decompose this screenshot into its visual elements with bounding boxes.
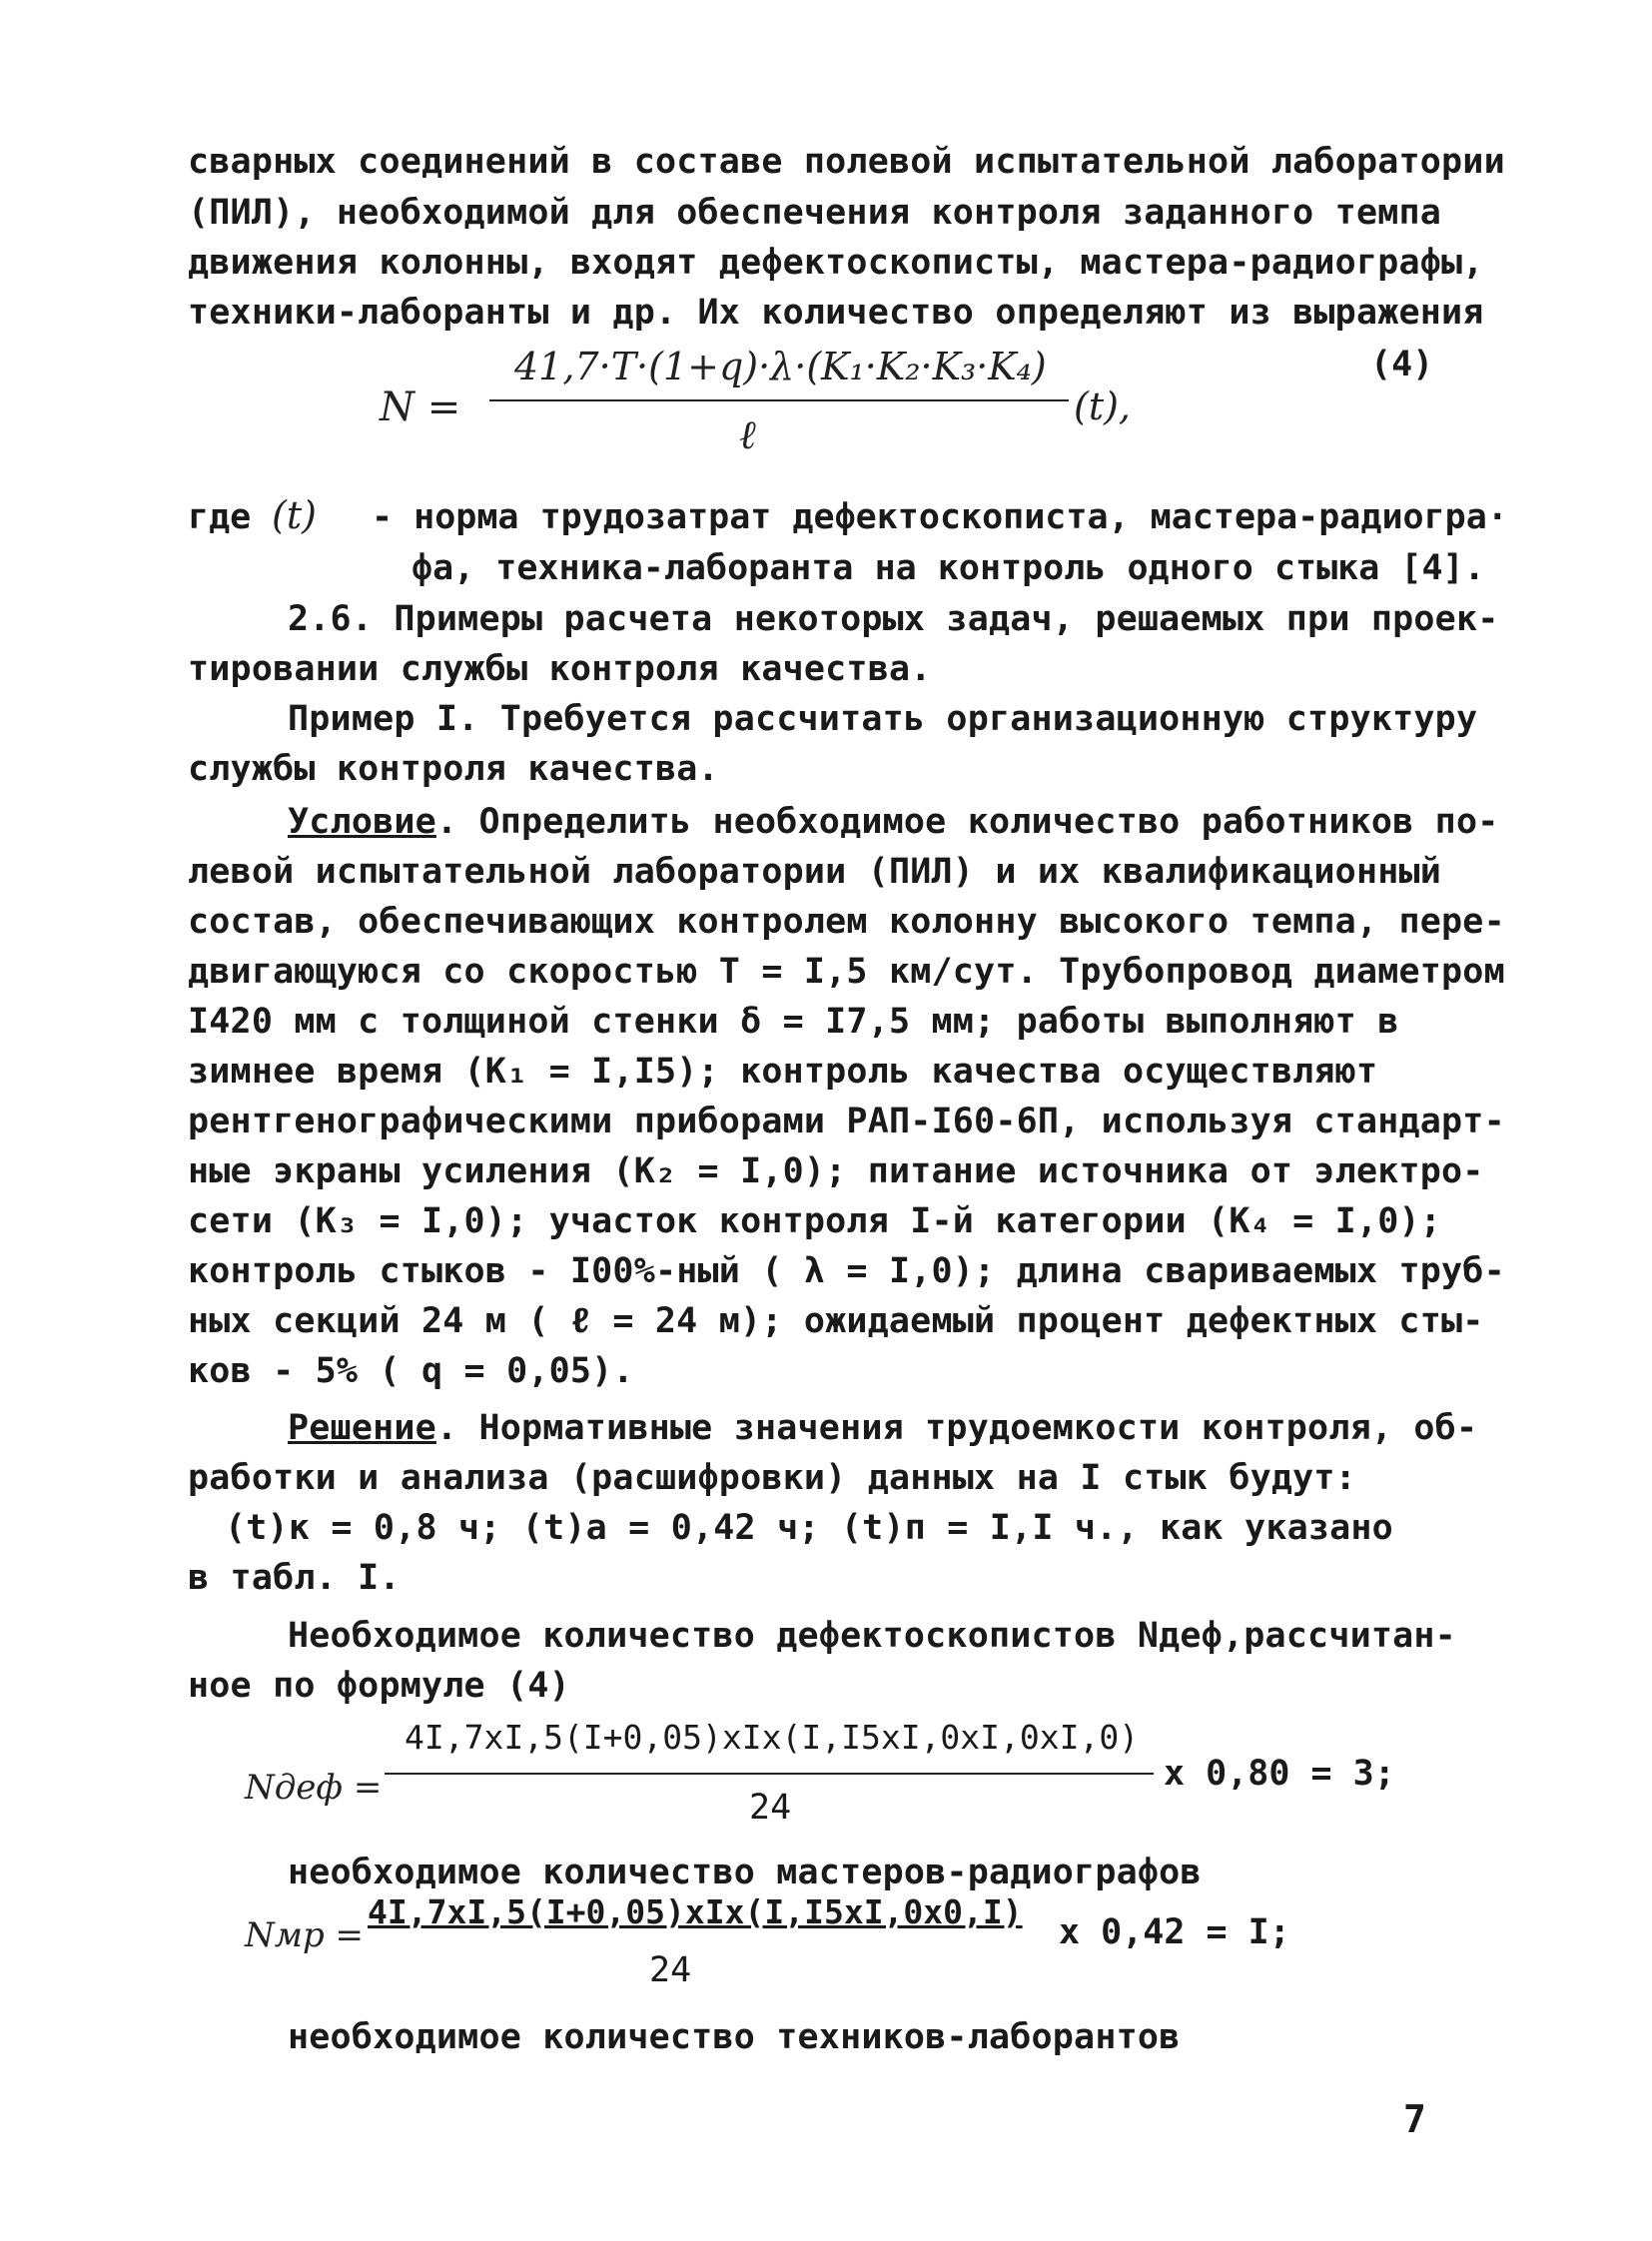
text-line: контроль стыков - I00%-ный ( λ = I,0); длина свариваемых труб- xyxy=(188,1251,1505,1291)
formula-suffix: x 0,42 = I; xyxy=(1059,1912,1290,1952)
equation-number: (4) xyxy=(1370,345,1434,384)
page-number: 7 xyxy=(1403,2097,1426,2141)
text-line: двигающуюся со скоростью T = I,5 км/сут. Трубопровод диаметром xyxy=(188,952,1505,992)
formula-denominator: 24 xyxy=(649,1950,692,1990)
text-line: движения колонны, входят дефектоскописты, мастера-радиографы, xyxy=(188,243,1484,283)
text-line: состав, обеспечивающих контролем колонну высокого темпа, пере- xyxy=(188,902,1505,942)
text-line: зимнее время (K₁ = I,I5); контроль качества осуществляют xyxy=(188,1052,1378,1092)
formula-denominator: ℓ xyxy=(739,412,756,458)
formula-lhs: Nмр = xyxy=(245,1915,364,1955)
text-line: рентгенографическими приборами РАП-I60-6П, используя стандарт- xyxy=(188,1102,1505,1141)
where-lead: где xyxy=(188,497,252,537)
text-line: ное по формуле (4) xyxy=(188,1666,570,1706)
text-line: необходимое количество техников-лаборантов xyxy=(288,2017,1181,2057)
text-line: тировании службы контроля качества. xyxy=(188,649,932,689)
text-line: Пример I. Требуется рассчитать организационную структуру xyxy=(288,699,1478,739)
formula-numerator: 41,7·T·(1+q)·λ·(K₁·K₂·K₃·K₄) xyxy=(514,345,1047,388)
formula-denominator: 24 xyxy=(749,1788,792,1828)
where-text: фа, техника-лаборанта на контроль одного стыка [4]. xyxy=(412,548,1485,588)
text-line: (t)к = 0,8 ч; (t)а = 0,42 ч; (t)п = I,I ч., как указано xyxy=(225,1508,1393,1548)
text-line: службы контроля качества. xyxy=(188,749,719,789)
text-line: техники-лаборанты и др. Их количество определяют из выражения xyxy=(188,293,1484,333)
formula-suffix: (t), xyxy=(1074,384,1131,428)
text-line: необходимое количество мастеров-радиографов xyxy=(288,1853,1202,1892)
formula-suffix: x 0,80 = 3; xyxy=(1164,1754,1395,1794)
formula-lhs: N = xyxy=(380,384,461,430)
text-line: ных секций 24 м ( ℓ = 24 м); ожидаемый процент дефектных сты- xyxy=(188,1301,1484,1341)
formula-lhs: Nдеф = xyxy=(245,1768,383,1808)
text-line: работки и анализа (расшифровки) данных на I стык будут: xyxy=(188,1458,1356,1498)
fraction-bar xyxy=(385,1773,1154,1775)
text-line: (ПИЛ), необходимой для обеспечения контроля заданного темпа xyxy=(188,193,1442,233)
text-line: 2.6. Примеры расчета некоторых задач, решаемых при проек- xyxy=(288,599,1499,639)
solution-paragraph: Решение. Нормативные значения трудоемкости контроля, об- xyxy=(288,1408,1478,1448)
solution-label: Решение xyxy=(288,1408,436,1448)
where-symbol: (t) xyxy=(272,493,317,537)
condition-label: Условие xyxy=(288,802,436,842)
formula-numerator: 4I,7xI,5(I+0,05)xIx(I,I5xI,0xI,0xI,0) xyxy=(405,1718,1140,1757)
text-line: сварных соединений в составе полевой испытательной лаборатории xyxy=(188,142,1505,182)
text-line: левой испытательной лаборатории (ПИЛ) и их квалификационный xyxy=(188,852,1442,892)
text-line: сети (K₃ = I,0); участок контроля I-й категории (K₄ = I,0); xyxy=(188,1201,1442,1241)
text-line: в табл. I. xyxy=(188,1558,401,1598)
text-line: I420 мм с толщиной стенки δ = I7,5 мм; работы выполняют в xyxy=(188,1002,1399,1042)
formula-numerator: 4I,7xI,5(I+0,05)xIx(I,I5xI,0x0,I) xyxy=(368,1892,1023,1931)
text-line: Необходимое количество дефектоскопистов Nдеф,рассчитан- xyxy=(288,1616,1456,1656)
fraction-bar xyxy=(489,399,1069,401)
text-line: ков - 5% ( q = 0,05). xyxy=(188,1351,634,1391)
condition-paragraph: Условие. Определить необходимое количество работников по- xyxy=(288,802,1499,842)
where-text: - норма трудозатрат дефектоскописта, мастера-радиогра· xyxy=(372,497,1508,537)
text-line: ные экраны усиления (K₂ = I,0); питание источника от электро- xyxy=(188,1151,1484,1191)
